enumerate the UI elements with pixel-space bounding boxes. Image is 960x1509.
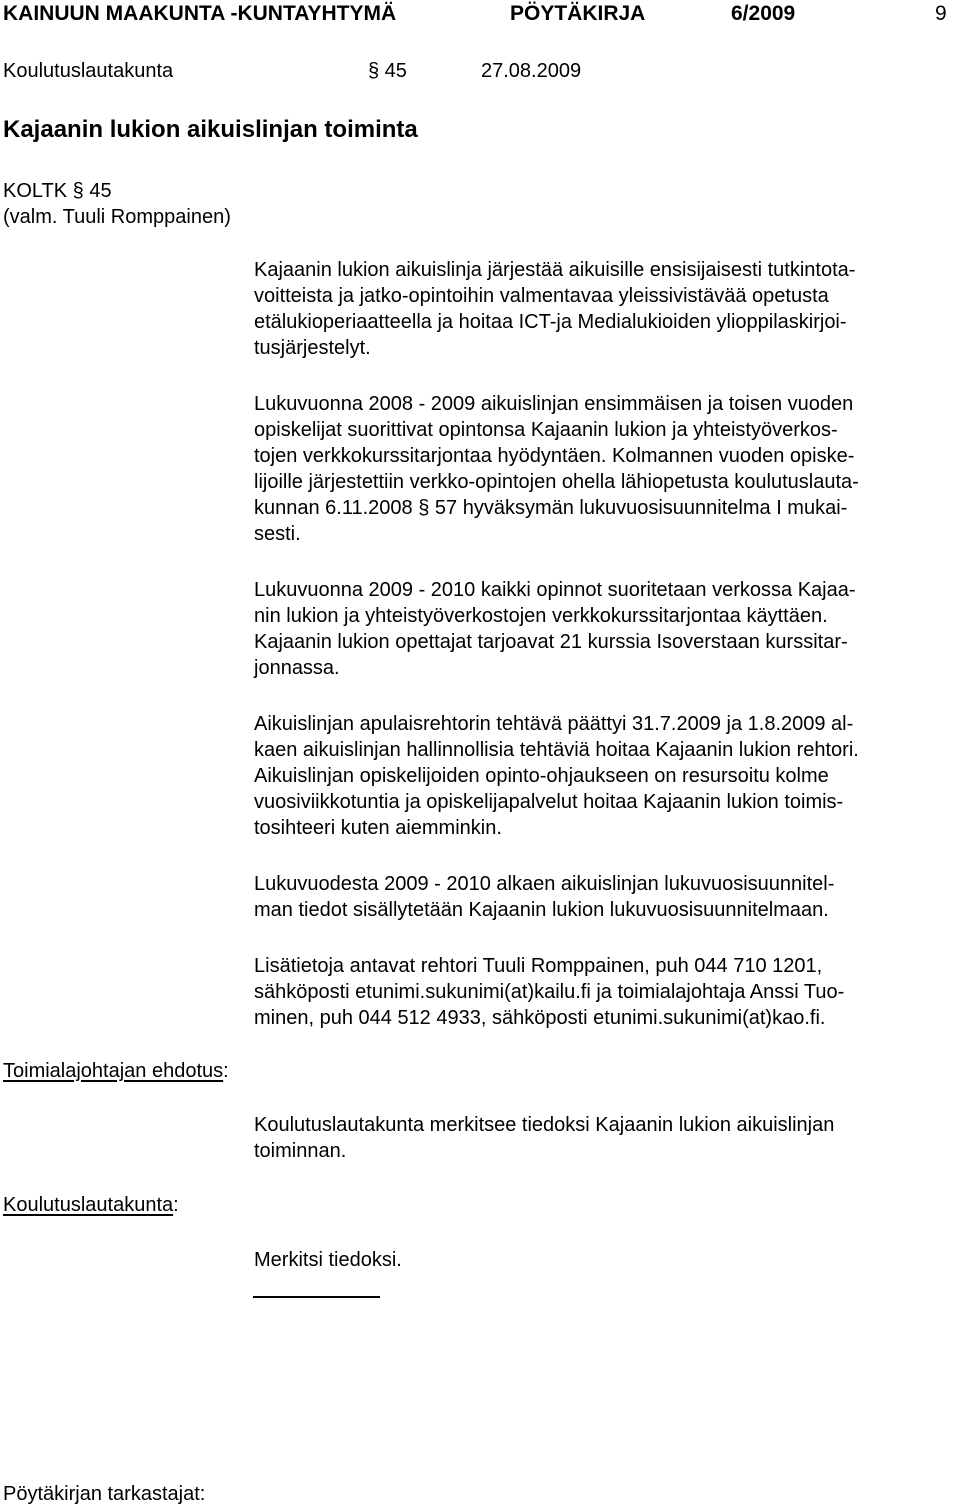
paragraph-6: [254, 953, 954, 1031]
inspectors-label: Pöytäkirjan tarkastajat:: [3, 1483, 206, 1505]
text-line: sähköposti etunimi.sukunimi(at)kailu.fi ja toimialajohtaja Anssi Tuo-: [254, 981, 845, 1003]
text-line: man tiedot sisällytetään Kajaanin lukion lukuvuosisuunnitelmaan.: [254, 899, 829, 921]
text-line: Merkitsi tiedoksi.: [254, 1249, 402, 1271]
text-line: tojen verkkokurssitarjontaa hyödyntäen. Kolmannen vuoden opiske-: [254, 445, 855, 467]
decision-text: [254, 1247, 954, 1273]
paragraph-2: [254, 391, 954, 547]
text-line: jonnassa.: [254, 657, 340, 679]
section-number: § 45: [368, 60, 407, 82]
paragraph-4: [254, 711, 954, 841]
decision-label: Koulutuslautakunta:: [3, 1194, 179, 1216]
text-line: minen, puh 044 512 4933, sähköposti etunimi.sukunimi(at)kao.fi.: [254, 1007, 826, 1029]
document-number: 6/2009: [731, 2, 796, 25]
text-line: Kajaanin lukion opettajat tarjoavat 21 kurssia Isoverstaan kurssitar-: [254, 631, 848, 653]
text-line: Koulutuslautakunta merkitsee tiedoksi Kajaanin lukion aikuislinjan: [254, 1114, 835, 1136]
text-line: nin lukion ja yhteistyöverkostojen verkkokurssitarjontaa käyttäen.: [254, 605, 828, 627]
meeting-date: 27.08.2009: [481, 60, 582, 82]
text-line: voitteista ja jatko-opintoihin valmentavaa yleissivistävää opetusta: [254, 285, 829, 307]
text-line: Aikuislinjan opiskelijoiden opinto-ohjaukseen on resursoitu kolme: [254, 765, 829, 787]
text-line: Lukuvuonna 2009 - 2010 kaikki opinnot suoritetaan verkossa Kajaa-: [254, 579, 856, 601]
case-reference-section: KOLTK § 45: [3, 180, 112, 202]
page-title: Kajaanin lukion aikuislinjan toiminta: [3, 116, 418, 143]
text-line: toiminnan.: [254, 1140, 347, 1162]
document-type: PÖYTÄKIRJA: [510, 2, 646, 25]
paragraph-3: [254, 577, 954, 681]
text-line: opiskelijat suorittivat opintonsa Kajaanin lukion ja yhteistyöverkos-: [254, 419, 838, 441]
text-line: Lukuvuodesta 2009 - 2010 alkaen aikuislinjan lukuvuosisuunnitel-: [254, 873, 835, 895]
text-line: Lisätietoja antavat rehtori Tuuli Romppainen, puh 044 710 1201,: [254, 955, 823, 977]
text-line: tosihteeri kuten aiemminkin.: [254, 817, 502, 839]
text-line: Kajaanin lukion aikuislinja järjestää aikuisille ensisijaisesti tutkintota-: [254, 259, 856, 281]
organization-name: KAINUUN MAAKUNTA -KUNTAYHTYMÄ: [3, 2, 397, 25]
paragraph-1: [254, 257, 954, 361]
case-reference: [3, 178, 231, 230]
text-line: kaen aikuislinjan hallinnollisia tehtäviä hoitaa Kajaanin lukion rehtori.: [254, 739, 859, 761]
text-line: etälukioperiaatteella ja hoitaa ICT-ja Medialukioiden ylioppilaskirjoi-: [254, 311, 847, 333]
page-number: 9: [935, 2, 947, 25]
text-line: Lukuvuonna 2008 - 2009 aikuislinjan ensimmäisen ja toisen vuoden: [254, 393, 854, 415]
text-line: vuosiviikkotuntia ja opiskelijapalvelut hoitaa Kajaanin lukion toimis-: [254, 791, 844, 813]
text-line: lijoille järjestettiin verkko-opintojen ohella lähiopetusta koulutuslauta-: [254, 471, 859, 493]
text-line: Aikuislinjan apulaisrehtorin tehtävä päättyi 31.7.2009 ja 1.8.2009 al-: [254, 713, 854, 735]
case-reference-preparer: (valm. Tuuli Romppainen): [3, 206, 231, 228]
decision-underline: [253, 1296, 380, 1298]
text-line: kunnan 6.11.2008 § 57 hyväksymän lukuvuosisuunnitelma I mukai-: [254, 497, 848, 519]
board-name: Koulutuslautakunta: [3, 60, 174, 82]
proposal-label: Toimialajohtajan ehdotus:: [3, 1060, 229, 1082]
text-line: sesti.: [254, 523, 301, 545]
paragraph-5: [254, 871, 954, 923]
proposal-text: [254, 1112, 954, 1164]
text-line: tusjärjestelyt.: [254, 337, 371, 359]
